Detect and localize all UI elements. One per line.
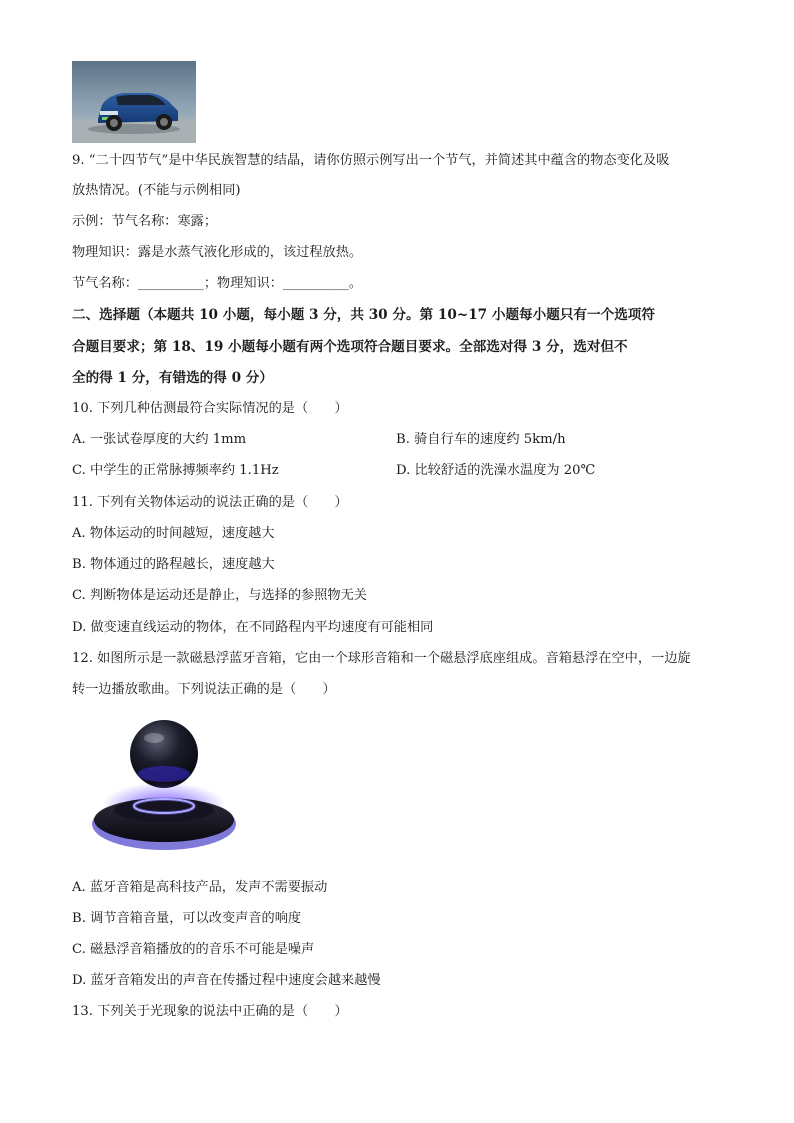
q12-stem-line1: 12. 如图所示是一款磁悬浮蓝牙音箱，它由一个球形音箱和一个磁悬浮底座组成。音箱悬浮在空中，一边旋 bbox=[72, 651, 691, 666]
q9-answer-line: 节气名称：__________；物理知识：__________。 bbox=[72, 276, 363, 291]
q12-stem-line2: 转一边播放歌曲。下列说法正确的是（ ） bbox=[72, 682, 336, 697]
q11-option-d: D. 做变速直线运动的物体，在不同路程内平均速度有可能相同 bbox=[72, 620, 434, 635]
levitating-speaker-photo bbox=[88, 714, 244, 866]
q9-physics: 物理知识：露是水蒸气液化形成的，该过程放热。 bbox=[72, 245, 363, 260]
q9-stem-line1: 9. “二十四节气”是中华民族智慧的结晶，请你仿照示例写出一个节气，并简述其中蕴含的物态变化及吸 bbox=[72, 153, 670, 168]
q10-stem: 10. 下列几种估测最符合实际情况的是（ ） bbox=[72, 401, 348, 416]
q12-option-d: D. 蓝牙音箱发出的声音在传播过程中速度会越来越慢 bbox=[72, 973, 381, 988]
q11-option-b: B. 物体通过的路程越长，速度越大 bbox=[72, 557, 275, 572]
car-photo bbox=[72, 61, 196, 143]
q12-option-b: B. 调节音箱音量，可以改变声音的响度 bbox=[72, 911, 302, 926]
q11-option-a: A. 物体运动的时间越短，速度越大 bbox=[72, 526, 275, 541]
q10-option-d: D. 比较舒适的洗澡水温度为 20℃ bbox=[396, 463, 596, 478]
q11-stem: 11. 下列有关物体运动的说法正确的是（ ） bbox=[72, 495, 348, 510]
q10-option-b: B. 骑自行车的速度约 5km/h bbox=[396, 432, 566, 447]
q12-option-a: A. 蓝牙音箱是高科技产品，发声不需要振动 bbox=[72, 880, 328, 895]
section2-heading-line3: 全的得 1 分，有错选的得 0 分） bbox=[72, 370, 273, 386]
q13-stem: 13. 下列关于光现象的说法中正确的是（ ） bbox=[72, 1004, 348, 1019]
section2-heading-line1: 二、选择题（本题共 10 小题，每小题 3 分，共 30 分。第 10~17 小题每小题只有一个选项符 bbox=[72, 307, 655, 323]
q9-stem-line2: 放热情况。(不能与示例相同) bbox=[72, 183, 241, 198]
q11-option-c: C. 判断物体是运动还是静止，与选择的参照物无关 bbox=[72, 588, 367, 603]
section2-heading-line2: 合题目要求；第 18、19 小题每小题有两个选项符合题目要求。全部选对得 3 分，选对但不 bbox=[72, 339, 628, 355]
q10-option-c: C. 中学生的正常脉搏频率约 1.1Hz bbox=[72, 463, 279, 478]
q10-option-a: A. 一张试卷厚度的大约 1mm bbox=[72, 432, 247, 447]
q12-option-c: C. 磁悬浮音箱播放的的音乐不可能是噪声 bbox=[72, 942, 315, 957]
q9-example: 示例：节气名称：寒露； bbox=[72, 214, 218, 229]
